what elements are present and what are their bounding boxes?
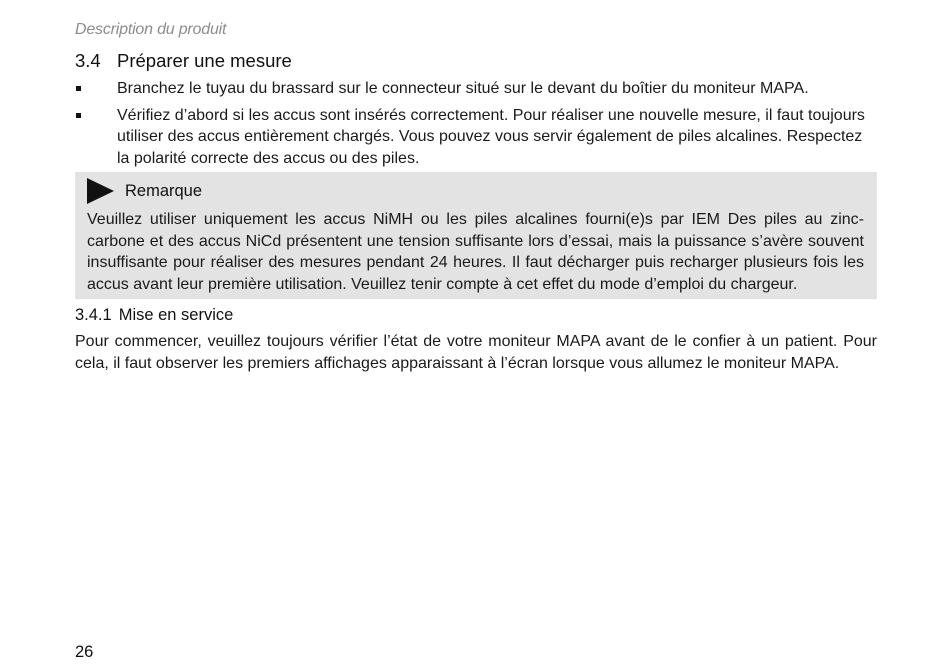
subsection-number: 3.4.1 (75, 306, 112, 324)
note-text: Veuillez utiliser uniquement les accus NiMH ou les piles alcalines fourni(e)s par IEM Des piles au zinc-carbone et des accus NiCd présentent une tension suffisante lors d’essai, mais la puissance s’avère souvent insuffisante pour réaliser des mesures pendant 24 heures. Il faut décharger puis recharger plusieurs fois les accus avant leur première utilisation. Veuillez tenir compte à cet effet du mode d’emploi du chargeur. (87, 211, 864, 293)
play-icon (87, 178, 114, 204)
note-title: Remarque (125, 181, 203, 200)
bullet-text: Vérifiez d’abord si les accus sont insérés correctement. Pour réaliser une nouvelle mesure, il faut toujours utiliser des accus entièrement chargés. Vous pouvez vous servir également de piles alcalines. Respectez la polarité correcte des accus ou des piles. (117, 106, 865, 167)
note-header (87, 178, 202, 204)
document-page (75, 0, 877, 668)
section-number: 3.4 (75, 50, 101, 71)
subsection-title: Mise en service (118, 306, 234, 324)
bullet-item (75, 78, 877, 100)
square-bullet-icon (76, 86, 81, 91)
bullet-list (75, 78, 877, 174)
section-title: Préparer une mesure (117, 50, 292, 71)
bullet-item (75, 105, 877, 170)
page-number: 26 (75, 643, 94, 661)
section-heading (75, 50, 292, 72)
body-paragraph: Pour commencer, veuillez toujours vérifier l’état de votre moniteur MAPA avant de le confier à un patient. Pour cela, il faut observer les premiers affichages apparaissant à l’écran lorsque vous allumez le moniteur MAPA. (75, 333, 877, 372)
subsection-heading (75, 306, 233, 325)
bullet-text: Branchez le tuyau du brassard sur le connecteur situé sur le devant du boîtier du moniteur MAPA. (117, 80, 809, 97)
square-bullet-icon (76, 113, 81, 118)
note-box (75, 172, 877, 299)
running-header: Description du produit (75, 21, 227, 38)
